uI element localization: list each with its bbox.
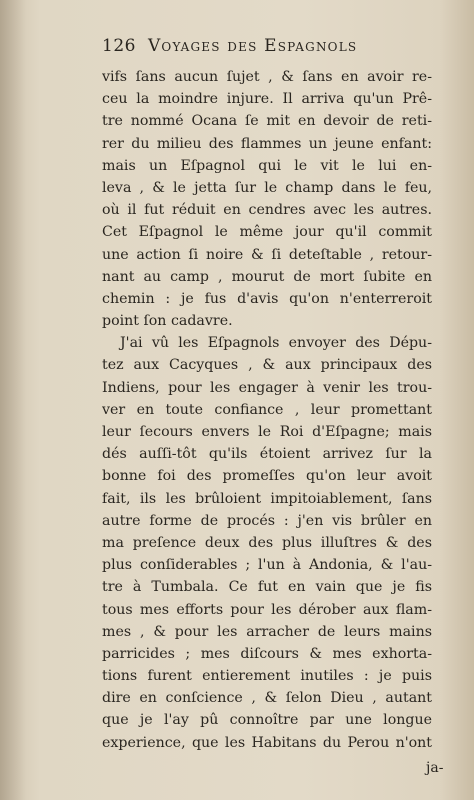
text-line: leur ſecours envers le Roi d'Eſpagne; mais	[102, 424, 432, 440]
page-header	[102, 36, 432, 66]
text-line: tre nommé Ocana ſe mit en devoir de reti-	[102, 113, 432, 130]
text-line: ma preſence deux des plus illuſtres & des	[102, 534, 432, 551]
text-line: mais un Eſpagnol qui le vit le lui en-	[102, 157, 432, 174]
text-line: leva , & le jetta ſur le champ dans le feu,	[102, 179, 432, 196]
text-line: parricides ; mes diſcours & mes exhorta-	[102, 645, 432, 662]
text-line: dire en conſcience , & ſelon Dieu , autant	[102, 690, 432, 707]
gutter-shadow	[0, 0, 26, 800]
text-line: dés auſſi-tôt qu'ils étoient arrivez ſur la	[102, 446, 432, 463]
text-line: bonne foi des promeſſes qu'on leur avoit	[102, 468, 432, 485]
page-number: 126	[102, 36, 136, 56]
text-line: Indiens, pour les engager à venir les trou-	[102, 379, 432, 396]
text-line: autre forme de procés : j'en vis brûler en	[102, 512, 432, 529]
text-line: chemin : je fus d'avis qu'on n'enterreroit	[102, 290, 432, 307]
text-line: une action ſi noire & ſi deteſtable , retour-	[102, 246, 432, 263]
text-line: mes , & pour les arracher de leurs mains	[102, 623, 432, 640]
text-line: où il fut réduit en cendres avec les autres.	[102, 202, 432, 219]
text-line: rer du milieu des flammes un jeune enfant:	[102, 135, 432, 152]
text-line: que je l'ay pû connoître par une longue	[102, 712, 432, 729]
text-line: point ſon cadavre.	[102, 313, 233, 330]
text-line: vifs ſans aucun ſujet , & ſans en avoir re-	[102, 69, 432, 85]
body-text	[102, 66, 432, 754]
text-line: tions furent entierement inutiles : je puis	[102, 668, 432, 685]
text-line: tez aux Cacyques , & aux principaux des	[102, 357, 432, 374]
paragraph-start-line: J'ai vû les Eſpagnols envoyer des Dépu-	[120, 335, 432, 352]
running-title: Voyages des Espagnols	[147, 36, 358, 56]
catchword: ja-	[426, 760, 444, 776]
text-line: Cet Eſpagnol le même jour qu'il commit	[102, 224, 432, 241]
text-block	[102, 36, 432, 754]
text-line: nant au camp , mourut de mort ſubite en	[102, 268, 432, 285]
text-line: tre à Tumbala. Ce fut en vain que je fis	[102, 579, 432, 596]
text-line: fait, ils les brûloient impitoiablement, ſans	[102, 490, 432, 507]
text-line: plus conſiderables ; l'un à Andonia, & l'au-	[102, 557, 432, 574]
text-line: experience, que les Habitans du Perou n'ont	[102, 734, 432, 751]
text-line: ceu la moindre injure. Il arriva qu'un Prê-	[102, 91, 432, 108]
text-line: ver en toute confiance , leur promettant	[102, 401, 432, 418]
text-line: tous mes efforts pour les dérober aux flam-	[102, 601, 432, 618]
